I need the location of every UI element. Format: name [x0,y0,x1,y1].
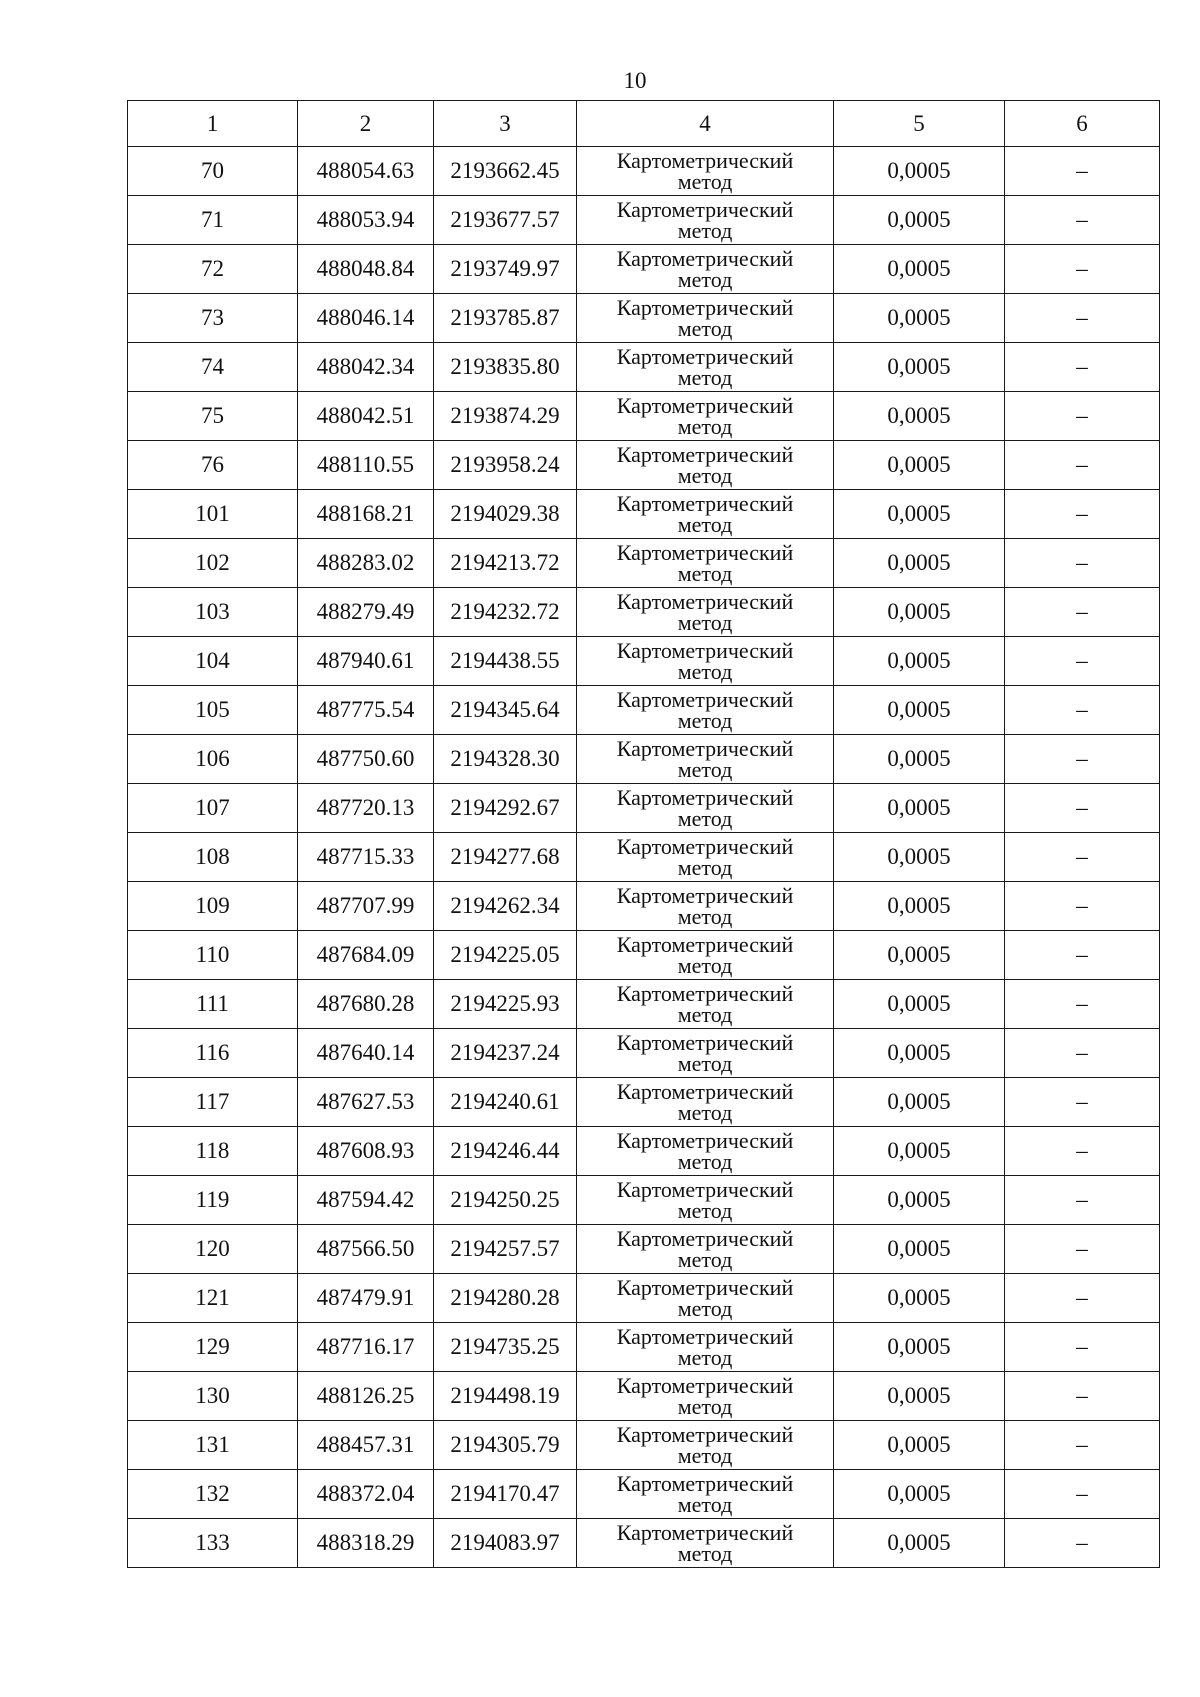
accuracy-cell: 0,0005 [834,392,1005,441]
y-coordinate-cell: 2194305.79 [434,1421,577,1470]
method-line-1: Картометрический [616,197,794,222]
method-line-1: Картометрический [616,1520,794,1545]
method-cell [577,1225,834,1274]
method-line-1: Картометрический [616,540,794,565]
method-cell [577,980,834,1029]
x-coordinate-cell: 488048.84 [298,245,434,294]
note-cell: – [1005,1078,1160,1127]
y-coordinate-cell: 2194257.57 [434,1225,577,1274]
note-cell: – [1005,735,1160,784]
x-coordinate-cell: 487750.60 [298,735,434,784]
method-cell [577,784,834,833]
point-number-cell: 74 [128,343,298,392]
y-coordinate-cell: 2193749.97 [434,245,577,294]
accuracy-cell: 0,0005 [834,1421,1005,1470]
point-number-cell: 103 [128,588,298,637]
x-coordinate-cell: 488110.55 [298,441,434,490]
note-cell: – [1005,1519,1160,1568]
accuracy-cell: 0,0005 [834,1372,1005,1421]
note-cell: – [1005,539,1160,588]
note-cell: – [1005,147,1160,196]
x-coordinate-cell: 488457.31 [298,1421,434,1470]
method-line-2: метод [677,1296,733,1321]
method-line-2: метод [677,1443,733,1468]
x-coordinate-cell: 488372.04 [298,1470,434,1519]
x-coordinate-cell: 487640.14 [298,1029,434,1078]
method-cell [577,588,834,637]
x-coordinate-cell: 488168.21 [298,490,434,539]
method-line-2: метод [677,1492,733,1517]
method-line-2: метод [677,659,733,684]
table-row [128,294,1160,343]
method-cell [577,1372,834,1421]
note-cell: – [1005,441,1160,490]
method-line-2: метод [677,1247,733,1272]
note-cell: – [1005,1225,1160,1274]
method-line-2: метод [677,708,733,733]
table-row [128,882,1160,931]
table-row [128,490,1160,539]
method-cell [577,1176,834,1225]
point-number-cell: 129 [128,1323,298,1372]
method-line-1: Картометрический [616,1275,794,1300]
method-line-2: метод [677,1002,733,1027]
table-row [128,784,1160,833]
accuracy-cell: 0,0005 [834,1127,1005,1176]
method-cell [577,735,834,784]
accuracy-cell: 0,0005 [834,1274,1005,1323]
accuracy-cell: 0,0005 [834,882,1005,931]
point-number-cell: 133 [128,1519,298,1568]
method-line-1: Картометрический [616,344,794,369]
note-cell: – [1005,1372,1160,1421]
table-row [128,1372,1160,1421]
x-coordinate-cell: 487707.99 [298,882,434,931]
point-number-cell: 109 [128,882,298,931]
method-cell [577,1274,834,1323]
method-cell [577,833,834,882]
note-cell: – [1005,1127,1160,1176]
method-line-1: Картометрический [616,589,794,614]
accuracy-cell: 0,0005 [834,980,1005,1029]
note-cell: – [1005,1470,1160,1519]
method-line-1: Картометрический [616,491,794,516]
accuracy-cell: 0,0005 [834,1323,1005,1372]
method-line-1: Картометрический [616,834,794,859]
method-line-1: Картометрический [616,1373,794,1398]
note-cell: – [1005,392,1160,441]
method-line-2: метод [677,218,733,243]
y-coordinate-cell: 2194277.68 [434,833,577,882]
accuracy-cell: 0,0005 [834,147,1005,196]
table-body [128,147,1160,1568]
point-number-cell: 101 [128,490,298,539]
method-line-2: метод [677,1100,733,1125]
table-row [128,588,1160,637]
method-line-1: Картометрический [616,393,794,418]
y-coordinate-cell: 2194225.93 [434,980,577,1029]
method-line-1: Картометрический [616,736,794,761]
note-cell: – [1005,784,1160,833]
method-line-1: Картометрический [616,1177,794,1202]
accuracy-cell: 0,0005 [834,588,1005,637]
accuracy-cell: 0,0005 [834,245,1005,294]
accuracy-cell: 0,0005 [834,735,1005,784]
accuracy-cell: 0,0005 [834,294,1005,343]
x-coordinate-cell: 487680.28 [298,980,434,1029]
y-coordinate-cell: 2193677.57 [434,196,577,245]
column-header-6: 6 [1005,101,1160,147]
table-row [128,1176,1160,1225]
method-cell [577,441,834,490]
x-coordinate-cell: 488318.29 [298,1519,434,1568]
method-line-2: метод [677,610,733,635]
table-row [128,1127,1160,1176]
note-cell: – [1005,833,1160,882]
point-number-cell: 105 [128,686,298,735]
accuracy-cell: 0,0005 [834,833,1005,882]
method-cell [577,1470,834,1519]
table-row [128,343,1160,392]
table-row [128,931,1160,980]
method-line-2: метод [677,855,733,880]
point-number-cell: 110 [128,931,298,980]
point-number-cell: 117 [128,1078,298,1127]
method-line-1: Картометрический [616,883,794,908]
method-cell [577,686,834,735]
point-number-cell: 116 [128,1029,298,1078]
y-coordinate-cell: 2194250.25 [434,1176,577,1225]
method-line-2: метод [677,904,733,929]
table-row [128,441,1160,490]
method-line-1: Картометрический [616,687,794,712]
method-cell [577,1519,834,1568]
method-line-2: метод [677,1345,733,1370]
method-cell [577,392,834,441]
point-number-cell: 108 [128,833,298,882]
y-coordinate-cell: 2194232.72 [434,588,577,637]
y-coordinate-cell: 2193785.87 [434,294,577,343]
method-line-1: Картометрический [616,148,794,173]
method-line-2: метод [677,757,733,782]
note-cell: – [1005,686,1160,735]
method-cell [577,490,834,539]
method-line-1: Картометрический [616,442,794,467]
y-coordinate-cell: 2193835.80 [434,343,577,392]
note-cell: – [1005,637,1160,686]
note-cell: – [1005,882,1160,931]
method-line-2: метод [677,316,733,341]
y-coordinate-cell: 2194213.72 [434,539,577,588]
method-cell [577,245,834,294]
note-cell: – [1005,343,1160,392]
y-coordinate-cell: 2194237.24 [434,1029,577,1078]
method-line-2: метод [677,365,733,390]
table-row [128,980,1160,1029]
note-cell: – [1005,1176,1160,1225]
y-coordinate-cell: 2194345.64 [434,686,577,735]
point-number-cell: 119 [128,1176,298,1225]
method-line-2: метод [677,1394,733,1419]
method-line-1: Картометрический [616,1471,794,1496]
x-coordinate-cell: 487608.93 [298,1127,434,1176]
method-cell [577,147,834,196]
table-row [128,392,1160,441]
method-cell [577,882,834,931]
accuracy-cell: 0,0005 [834,1078,1005,1127]
x-coordinate-cell: 487720.13 [298,784,434,833]
accuracy-cell: 0,0005 [834,784,1005,833]
y-coordinate-cell: 2193874.29 [434,392,577,441]
point-number-cell: 106 [128,735,298,784]
x-coordinate-cell: 488042.51 [298,392,434,441]
method-cell [577,931,834,980]
method-cell [577,1323,834,1372]
x-coordinate-cell: 487566.50 [298,1225,434,1274]
note-cell: – [1005,588,1160,637]
x-coordinate-cell: 487479.91 [298,1274,434,1323]
point-number-cell: 75 [128,392,298,441]
table-row [128,1519,1160,1568]
accuracy-cell: 0,0005 [834,637,1005,686]
accuracy-cell: 0,0005 [834,686,1005,735]
y-coordinate-cell: 2194225.05 [434,931,577,980]
point-number-cell: 130 [128,1372,298,1421]
point-number-cell: 104 [128,637,298,686]
accuracy-cell: 0,0005 [834,343,1005,392]
method-line-1: Картометрический [616,295,794,320]
note-cell: – [1005,931,1160,980]
method-line-2: метод [677,414,733,439]
table-row [128,1029,1160,1078]
y-coordinate-cell: 2193662.45 [434,147,577,196]
x-coordinate-cell: 487627.53 [298,1078,434,1127]
column-header-3: 3 [434,101,577,147]
method-line-1: Картометрический [616,638,794,663]
table-row [128,833,1160,882]
method-line-1: Картометрический [616,932,794,957]
point-number-cell: 120 [128,1225,298,1274]
x-coordinate-cell: 488054.63 [298,147,434,196]
method-line-1: Картометрический [616,1226,794,1251]
point-number-cell: 131 [128,1421,298,1470]
x-coordinate-cell: 488126.25 [298,1372,434,1421]
x-coordinate-cell: 487940.61 [298,637,434,686]
method-cell [577,1029,834,1078]
y-coordinate-cell: 2194292.67 [434,784,577,833]
y-coordinate-cell: 2194735.25 [434,1323,577,1372]
point-number-cell: 102 [128,539,298,588]
table-row [128,1274,1160,1323]
point-number-cell: 71 [128,196,298,245]
table-row [128,1323,1160,1372]
table-row [128,196,1160,245]
note-cell: – [1005,1323,1160,1372]
note-cell: – [1005,1274,1160,1323]
y-coordinate-cell: 2194498.19 [434,1372,577,1421]
method-line-1: Картометрический [616,1422,794,1447]
note-cell: – [1005,1421,1160,1470]
note-cell: – [1005,490,1160,539]
point-number-cell: 73 [128,294,298,343]
x-coordinate-cell: 488053.94 [298,196,434,245]
method-line-1: Картометрический [616,1079,794,1104]
method-line-2: метод [677,953,733,978]
y-coordinate-cell: 2194170.47 [434,1470,577,1519]
accuracy-cell: 0,0005 [834,1470,1005,1519]
y-coordinate-cell: 2194246.44 [434,1127,577,1176]
method-cell [577,196,834,245]
x-coordinate-cell: 487684.09 [298,931,434,980]
method-line-1: Картометрический [616,1324,794,1349]
accuracy-cell: 0,0005 [834,539,1005,588]
y-coordinate-cell: 2194029.38 [434,490,577,539]
y-coordinate-cell: 2194262.34 [434,882,577,931]
y-coordinate-cell: 2194083.97 [434,1519,577,1568]
method-cell [577,539,834,588]
column-header-2: 2 [298,101,434,147]
column-header-4: 4 [577,101,834,147]
method-line-2: метод [677,1149,733,1174]
accuracy-cell: 0,0005 [834,1225,1005,1274]
x-coordinate-cell: 487775.54 [298,686,434,735]
x-coordinate-cell: 488046.14 [298,294,434,343]
table-row [128,686,1160,735]
table-row [128,245,1160,294]
x-coordinate-cell: 488279.49 [298,588,434,637]
accuracy-cell: 0,0005 [834,931,1005,980]
accuracy-cell: 0,0005 [834,490,1005,539]
point-number-cell: 118 [128,1127,298,1176]
table-row [128,539,1160,588]
method-line-2: метод [677,806,733,831]
method-line-1: Картометрический [616,1128,794,1153]
accuracy-cell: 0,0005 [834,1029,1005,1078]
table-row [128,637,1160,686]
method-line-1: Картометрический [616,246,794,271]
point-number-cell: 107 [128,784,298,833]
y-coordinate-cell: 2194438.55 [434,637,577,686]
method-line-2: метод [677,1051,733,1076]
point-number-cell: 111 [128,980,298,1029]
method-line-2: метод [677,1541,733,1566]
x-coordinate-cell: 487716.17 [298,1323,434,1372]
point-number-cell: 72 [128,245,298,294]
x-coordinate-cell: 487594.42 [298,1176,434,1225]
table-row [128,147,1160,196]
note-cell: – [1005,294,1160,343]
method-cell [577,294,834,343]
column-header-1: 1 [128,101,298,147]
method-line-2: метод [677,169,733,194]
y-coordinate-cell: 2194240.61 [434,1078,577,1127]
table-row [128,1225,1160,1274]
point-number-cell: 76 [128,441,298,490]
table-row [128,1421,1160,1470]
table-row [128,735,1160,784]
method-line-2: метод [677,1198,733,1223]
accuracy-cell: 0,0005 [834,196,1005,245]
table-row [128,1078,1160,1127]
note-cell: – [1005,245,1160,294]
method-cell [577,343,834,392]
table-row [128,1470,1160,1519]
note-cell: – [1005,196,1160,245]
y-coordinate-cell: 2194328.30 [434,735,577,784]
coordinates-table [127,100,1160,1568]
accuracy-cell: 0,0005 [834,1176,1005,1225]
note-cell: – [1005,1029,1160,1078]
method-cell [577,1078,834,1127]
method-cell [577,637,834,686]
column-header-5: 5 [834,101,1005,147]
accuracy-cell: 0,0005 [834,1519,1005,1568]
point-number-cell: 70 [128,147,298,196]
point-number-cell: 132 [128,1470,298,1519]
note-cell: – [1005,980,1160,1029]
table-header-row [128,101,1160,147]
point-number-cell: 121 [128,1274,298,1323]
y-coordinate-cell: 2194280.28 [434,1274,577,1323]
method-line-2: метод [677,267,733,292]
method-line-1: Картометрический [616,1030,794,1055]
method-cell [577,1127,834,1176]
method-line-2: метод [677,561,733,586]
method-cell [577,1421,834,1470]
x-coordinate-cell: 487715.33 [298,833,434,882]
y-coordinate-cell: 2193958.24 [434,441,577,490]
method-line-2: метод [677,512,733,537]
x-coordinate-cell: 488283.02 [298,539,434,588]
accuracy-cell: 0,0005 [834,441,1005,490]
method-line-1: Картометрический [616,981,794,1006]
method-line-1: Картометрический [616,785,794,810]
page-number: 10 [623,68,647,93]
x-coordinate-cell: 488042.34 [298,343,434,392]
method-line-2: метод [677,463,733,488]
